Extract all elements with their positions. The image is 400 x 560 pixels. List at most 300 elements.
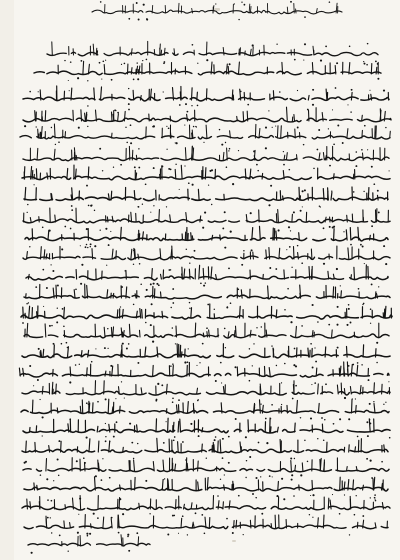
diacritic-dot <box>158 284 160 286</box>
diacritic-dot <box>291 479 293 481</box>
diacritic-dot <box>385 263 387 265</box>
ascender-stroke <box>141 388 142 394</box>
diacritic-dot <box>168 127 170 129</box>
diacritic-dot <box>61 248 63 250</box>
ascender-stroke <box>173 366 174 377</box>
ascender-stroke <box>297 401 298 414</box>
diacritic-dot <box>162 479 163 480</box>
ascender-stroke <box>43 349 44 357</box>
diacritic-dot <box>24 125 26 127</box>
ascender-stroke <box>363 345 364 357</box>
diacritic-dot <box>128 109 130 111</box>
diacritic-dot <box>75 288 77 290</box>
diacritic-dot <box>52 270 54 272</box>
diacritic-dot <box>332 494 333 495</box>
diacritic-dot <box>100 1 102 3</box>
diacritic-dot <box>172 515 174 517</box>
diacritic-dot <box>240 91 242 93</box>
ascender-stroke <box>299 187 300 200</box>
diacritic-dot <box>184 165 185 166</box>
ascender-stroke <box>351 92 352 100</box>
diacritic-dot <box>46 478 48 480</box>
ascender-stroke <box>46 254 47 259</box>
ink-stroke <box>23 118 391 122</box>
diacritic-dot <box>389 437 391 439</box>
ascender-stroke <box>325 217 326 222</box>
ascender-stroke <box>390 131 391 138</box>
ascender-stroke <box>197 388 198 394</box>
ascender-stroke <box>122 310 123 319</box>
ascender-stroke <box>268 286 269 298</box>
diacritic-dot <box>105 423 106 424</box>
ascender-stroke <box>344 482 345 490</box>
ascender-stroke <box>24 167 25 179</box>
ascender-stroke <box>323 153 324 161</box>
manuscript-line <box>21 399 389 420</box>
ascender-stroke <box>239 62 240 74</box>
diacritic-dot <box>122 513 124 515</box>
diacritic-dot <box>247 104 249 106</box>
diacritic-dot <box>68 80 69 81</box>
diacritic-dot <box>303 144 305 146</box>
ascender-stroke <box>209 518 210 528</box>
ascender-stroke <box>163 460 164 471</box>
diacritic-dot <box>281 478 283 480</box>
diacritic-dot <box>266 442 268 444</box>
ascender-stroke <box>347 129 348 138</box>
diacritic-dot <box>166 126 167 127</box>
ascender-stroke <box>326 89 327 100</box>
diacritic-dot <box>293 211 295 213</box>
diacritic-dot <box>375 61 377 63</box>
ascender-stroke <box>131 249 132 259</box>
diacritic-dot <box>168 168 170 170</box>
ascender-stroke <box>336 3 337 13</box>
diacritic-dot <box>77 77 79 79</box>
ascender-stroke <box>212 235 213 240</box>
ascender-stroke <box>378 195 379 200</box>
ascender-stroke <box>132 150 133 160</box>
diacritic-dot <box>118 532 120 534</box>
diacritic-dot <box>294 458 295 459</box>
diacritic-dot <box>175 164 176 165</box>
diacritic-dot <box>356 151 358 153</box>
diacritic-dot <box>313 168 315 170</box>
ascender-stroke <box>52 382 53 394</box>
ascender-stroke <box>218 441 219 452</box>
ascender-stroke <box>175 169 176 179</box>
footer-line <box>28 534 150 554</box>
ascender-stroke <box>325 347 326 357</box>
diacritic-dot <box>102 60 104 62</box>
diacritic-dot <box>222 227 224 229</box>
ascender-stroke <box>30 428 31 433</box>
ink-stroke <box>23 219 390 223</box>
diacritic-dot <box>301 325 303 327</box>
diacritic-dot <box>152 341 154 343</box>
diacritic-dot <box>310 495 311 496</box>
ascender-stroke <box>278 482 279 491</box>
ascender-stroke <box>375 292 376 298</box>
ascender-stroke <box>96 48 97 55</box>
diacritic-dot <box>281 382 282 383</box>
ascender-stroke <box>112 216 113 222</box>
diacritic-dot <box>131 442 133 444</box>
diacritic-dot <box>207 304 209 306</box>
diacritic-dot <box>370 308 372 310</box>
diacritic-dot <box>336 324 338 326</box>
diacritic-dot <box>138 206 140 208</box>
ascender-stroke <box>191 503 192 509</box>
diacritic-dot <box>286 249 287 250</box>
diacritic-dot <box>200 282 202 284</box>
diacritic-dot <box>137 78 139 80</box>
diacritic-dot <box>102 458 103 459</box>
ascender-stroke <box>175 464 176 471</box>
diacritic-dot <box>346 324 348 326</box>
handwritten-lines <box>19 1 392 554</box>
diacritic-dot <box>189 263 190 264</box>
diacritic-dot <box>367 435 369 437</box>
ascender-stroke <box>260 400 261 413</box>
diacritic-dot <box>170 365 172 367</box>
ascender-stroke <box>181 352 182 357</box>
ascender-stroke <box>121 328 122 337</box>
ascender-stroke <box>185 148 186 160</box>
diacritic-dot <box>318 129 320 131</box>
diacritic-dot <box>329 1 331 3</box>
diacritic-dot <box>312 494 314 496</box>
diacritic-dot <box>272 127 273 128</box>
ascender-stroke <box>104 327 105 337</box>
diacritic-dot <box>317 438 318 439</box>
diacritic-dot <box>275 268 277 270</box>
ascender-stroke <box>223 387 224 394</box>
diacritic-dot <box>47 499 49 501</box>
diacritic-dot <box>294 348 296 350</box>
ascender-stroke <box>203 333 204 337</box>
diacritic-dot <box>321 417 323 419</box>
diacritic-dot <box>349 534 350 535</box>
diacritic-dot <box>348 365 350 367</box>
ascender-stroke <box>111 327 112 337</box>
ascender-stroke <box>85 462 86 471</box>
diacritic-dot <box>36 126 37 127</box>
diacritic-dot <box>275 126 276 127</box>
ascender-stroke <box>198 189 199 200</box>
ascender-stroke <box>177 405 178 413</box>
diacritic-dot <box>111 517 113 519</box>
diacritic-dot <box>336 268 338 270</box>
ascender-stroke <box>371 94 372 100</box>
diacritic-dot <box>109 477 111 479</box>
ascender-stroke <box>113 293 114 298</box>
ascender-stroke <box>350 387 351 395</box>
ascender-stroke <box>277 126 278 138</box>
diacritic-dot <box>179 104 181 106</box>
diacritic-dot <box>133 304 135 306</box>
ascender-stroke <box>25 188 26 201</box>
diacritic-dot <box>208 184 209 185</box>
diacritic-dot <box>57 458 59 460</box>
ascender-stroke <box>200 216 201 222</box>
ascender-stroke <box>109 441 110 452</box>
diacritic-dot <box>317 149 319 151</box>
diacritic-dot <box>87 535 89 537</box>
ascender-stroke <box>341 383 342 394</box>
diacritic-dot <box>350 111 351 112</box>
ascender-stroke <box>276 231 277 240</box>
ascender-stroke <box>347 467 348 471</box>
diacritic-dot <box>374 497 376 499</box>
diacritic-dot <box>66 342 68 344</box>
diacritic-dot <box>127 534 129 536</box>
diacritic-dot <box>348 418 350 420</box>
diacritic-dot <box>22 322 24 324</box>
diacritic-dot <box>61 343 63 345</box>
diacritic-dot <box>175 343 176 344</box>
diacritic-dot <box>138 148 139 149</box>
ascender-stroke <box>54 149 55 160</box>
diacritic-dot <box>253 150 255 152</box>
diacritic-dot <box>370 497 371 498</box>
ascender-stroke <box>181 165 182 179</box>
diacritic-dot <box>271 345 272 346</box>
diacritic-dot <box>85 246 87 248</box>
diacritic-dot <box>367 43 369 45</box>
diacritic-dot <box>174 436 176 438</box>
ascender-stroke <box>181 518 182 528</box>
diacritic-dot <box>368 379 370 381</box>
ascender-stroke <box>23 368 24 376</box>
diacritic-dot <box>295 385 297 387</box>
diacritic-dot <box>50 517 51 518</box>
diacritic-dot <box>304 189 306 191</box>
diacritic-dot <box>249 380 251 382</box>
manuscript-line <box>24 284 390 306</box>
ascender-stroke <box>121 227 122 240</box>
ascender-stroke <box>269 368 270 376</box>
ascender-stroke <box>46 459 47 471</box>
diacritic-dot <box>241 264 243 266</box>
diacritic-dot <box>234 3 235 4</box>
ascender-stroke <box>198 482 199 490</box>
diacritic-dot <box>228 267 230 269</box>
diacritic-dot <box>291 474 293 476</box>
diacritic-dot <box>243 250 245 252</box>
diacritic-dot <box>166 149 167 150</box>
diacritic-dot <box>42 269 44 271</box>
diacritic-dot <box>261 326 262 327</box>
ascender-stroke <box>275 515 276 528</box>
diacritic-dot <box>355 398 356 399</box>
diacritic-dot <box>224 247 226 249</box>
diacritic-dot <box>337 347 339 349</box>
diacritic-dot <box>270 185 272 187</box>
ascender-stroke <box>266 250 267 259</box>
ascender-stroke <box>308 348 309 357</box>
diacritic-dot <box>108 244 110 246</box>
ascender-stroke <box>296 326 297 337</box>
diacritic-dot <box>292 398 294 400</box>
manuscript-line <box>34 61 381 81</box>
diacritic-dot <box>145 480 147 482</box>
ink-stroke <box>20 136 390 140</box>
diacritic-dot <box>95 348 96 349</box>
manuscript-line <box>23 107 391 129</box>
ascender-stroke <box>88 350 89 357</box>
ascender-stroke <box>191 233 192 240</box>
diacritic-dot <box>289 246 291 248</box>
diacritic-dot <box>150 212 151 213</box>
ascender-stroke <box>150 89 151 100</box>
ascender-stroke <box>157 438 158 452</box>
diacritic-dot <box>289 169 291 171</box>
diacritic-dot <box>51 127 52 128</box>
ascender-stroke <box>323 189 324 200</box>
ascender-stroke <box>340 477 341 490</box>
ascender-stroke <box>237 116 238 121</box>
ascender-stroke <box>330 500 331 509</box>
diacritic-dot <box>115 110 116 111</box>
ascender-stroke <box>140 330 141 337</box>
diacritic-dot <box>56 321 58 323</box>
ascender-stroke <box>382 503 383 509</box>
ascender-stroke <box>112 249 113 259</box>
diacritic-dot <box>67 347 68 348</box>
diacritic-dot <box>199 362 200 363</box>
ascender-stroke <box>178 421 179 432</box>
ascender-stroke <box>228 332 229 337</box>
ascender-stroke <box>134 460 135 471</box>
ascender-stroke <box>37 148 38 160</box>
diacritic-dot <box>376 362 378 364</box>
diacritic-dot <box>369 403 371 405</box>
ascender-stroke <box>76 155 77 160</box>
diacritic-dot <box>203 142 204 143</box>
ascender-stroke <box>187 463 188 471</box>
diacritic-dot <box>172 288 174 290</box>
ascender-stroke <box>46 519 47 528</box>
diacritic-dot <box>71 209 73 211</box>
ascender-stroke <box>35 111 36 121</box>
ascender-stroke <box>48 230 49 240</box>
ascender-stroke <box>30 218 31 223</box>
diacritic-dot <box>187 111 189 113</box>
diacritic-dot <box>268 110 269 111</box>
diacritic-dot <box>238 150 239 151</box>
diacritic-dot <box>88 205 90 207</box>
diacritic-dot <box>228 150 229 151</box>
ascender-stroke <box>369 419 370 432</box>
diacritic-dot <box>172 327 174 329</box>
ascender-stroke <box>139 234 140 240</box>
diacritic-dot <box>310 343 312 345</box>
ascender-stroke <box>138 537 139 546</box>
ascender-stroke <box>376 209 377 222</box>
diacritic-dot <box>133 250 135 252</box>
diacritic-dot <box>348 304 350 306</box>
diacritic-dot <box>371 225 373 227</box>
diacritic-dot <box>40 474 42 476</box>
diacritic-dot <box>125 127 126 128</box>
diacritic-dot <box>258 442 260 444</box>
diacritic-dot <box>53 480 54 481</box>
diacritic-dot <box>178 533 179 534</box>
ascender-stroke <box>55 215 56 222</box>
ascender-stroke <box>34 483 35 490</box>
ascender-stroke <box>266 330 267 337</box>
diacritic-dot <box>164 478 165 479</box>
diacritic-dot <box>166 206 167 207</box>
ascender-stroke <box>56 384 57 394</box>
diacritic-dot <box>269 267 271 269</box>
ascender-stroke <box>162 480 163 490</box>
diacritic-dot <box>70 228 72 230</box>
diacritic-dot <box>256 164 258 166</box>
diacritic-dot <box>251 249 253 251</box>
diacritic-dot <box>344 494 345 495</box>
diacritic-dot <box>69 381 71 383</box>
ascender-stroke <box>362 130 363 138</box>
diacritic-dot <box>325 46 327 48</box>
diacritic-dot <box>297 90 298 91</box>
diacritic-dot <box>249 456 251 458</box>
diacritic-dot <box>146 289 148 291</box>
diacritic-dot <box>83 457 85 459</box>
diacritic-dot <box>304 43 306 45</box>
diacritic-dot <box>137 362 139 364</box>
diacritic-dot <box>120 164 122 166</box>
diacritic-dot <box>86 437 88 439</box>
diacritic-dot <box>373 401 374 402</box>
ascender-stroke <box>241 290 242 298</box>
ascender-stroke <box>262 174 263 180</box>
ascender-stroke <box>74 290 75 298</box>
diacritic-dot <box>29 365 31 367</box>
diacritic-dot <box>332 109 333 110</box>
ascender-stroke <box>138 254 139 259</box>
ascender-stroke <box>94 88 95 100</box>
diacritic-dot <box>377 63 379 65</box>
diacritic-dot <box>214 309 215 310</box>
diacritic-dot <box>323 227 325 229</box>
diacritic-dot <box>293 364 295 366</box>
diacritic-dot <box>46 287 48 289</box>
diacritic-dot <box>190 423 192 425</box>
diacritic-dot <box>163 442 165 444</box>
diacritic-dot <box>252 365 253 366</box>
ascender-stroke <box>45 324 46 337</box>
ascender-stroke <box>253 252 254 259</box>
ascender-stroke <box>118 114 119 121</box>
diacritic-dot <box>371 283 373 285</box>
diacritic-dot <box>57 308 58 309</box>
ascender-stroke <box>75 169 76 179</box>
ascender-stroke <box>161 50 162 55</box>
manuscript-line <box>23 458 389 479</box>
diacritic-dot <box>360 244 362 246</box>
diacritic-dot <box>294 59 296 61</box>
diacritic-dot <box>191 105 192 106</box>
diacritic-dot <box>381 461 383 463</box>
ascender-stroke <box>344 389 345 395</box>
diacritic-dot <box>370 323 371 324</box>
diacritic-dot <box>121 286 123 288</box>
diacritic-dot <box>50 264 51 265</box>
diacritic-dot <box>234 366 236 368</box>
ascender-stroke <box>92 249 93 259</box>
